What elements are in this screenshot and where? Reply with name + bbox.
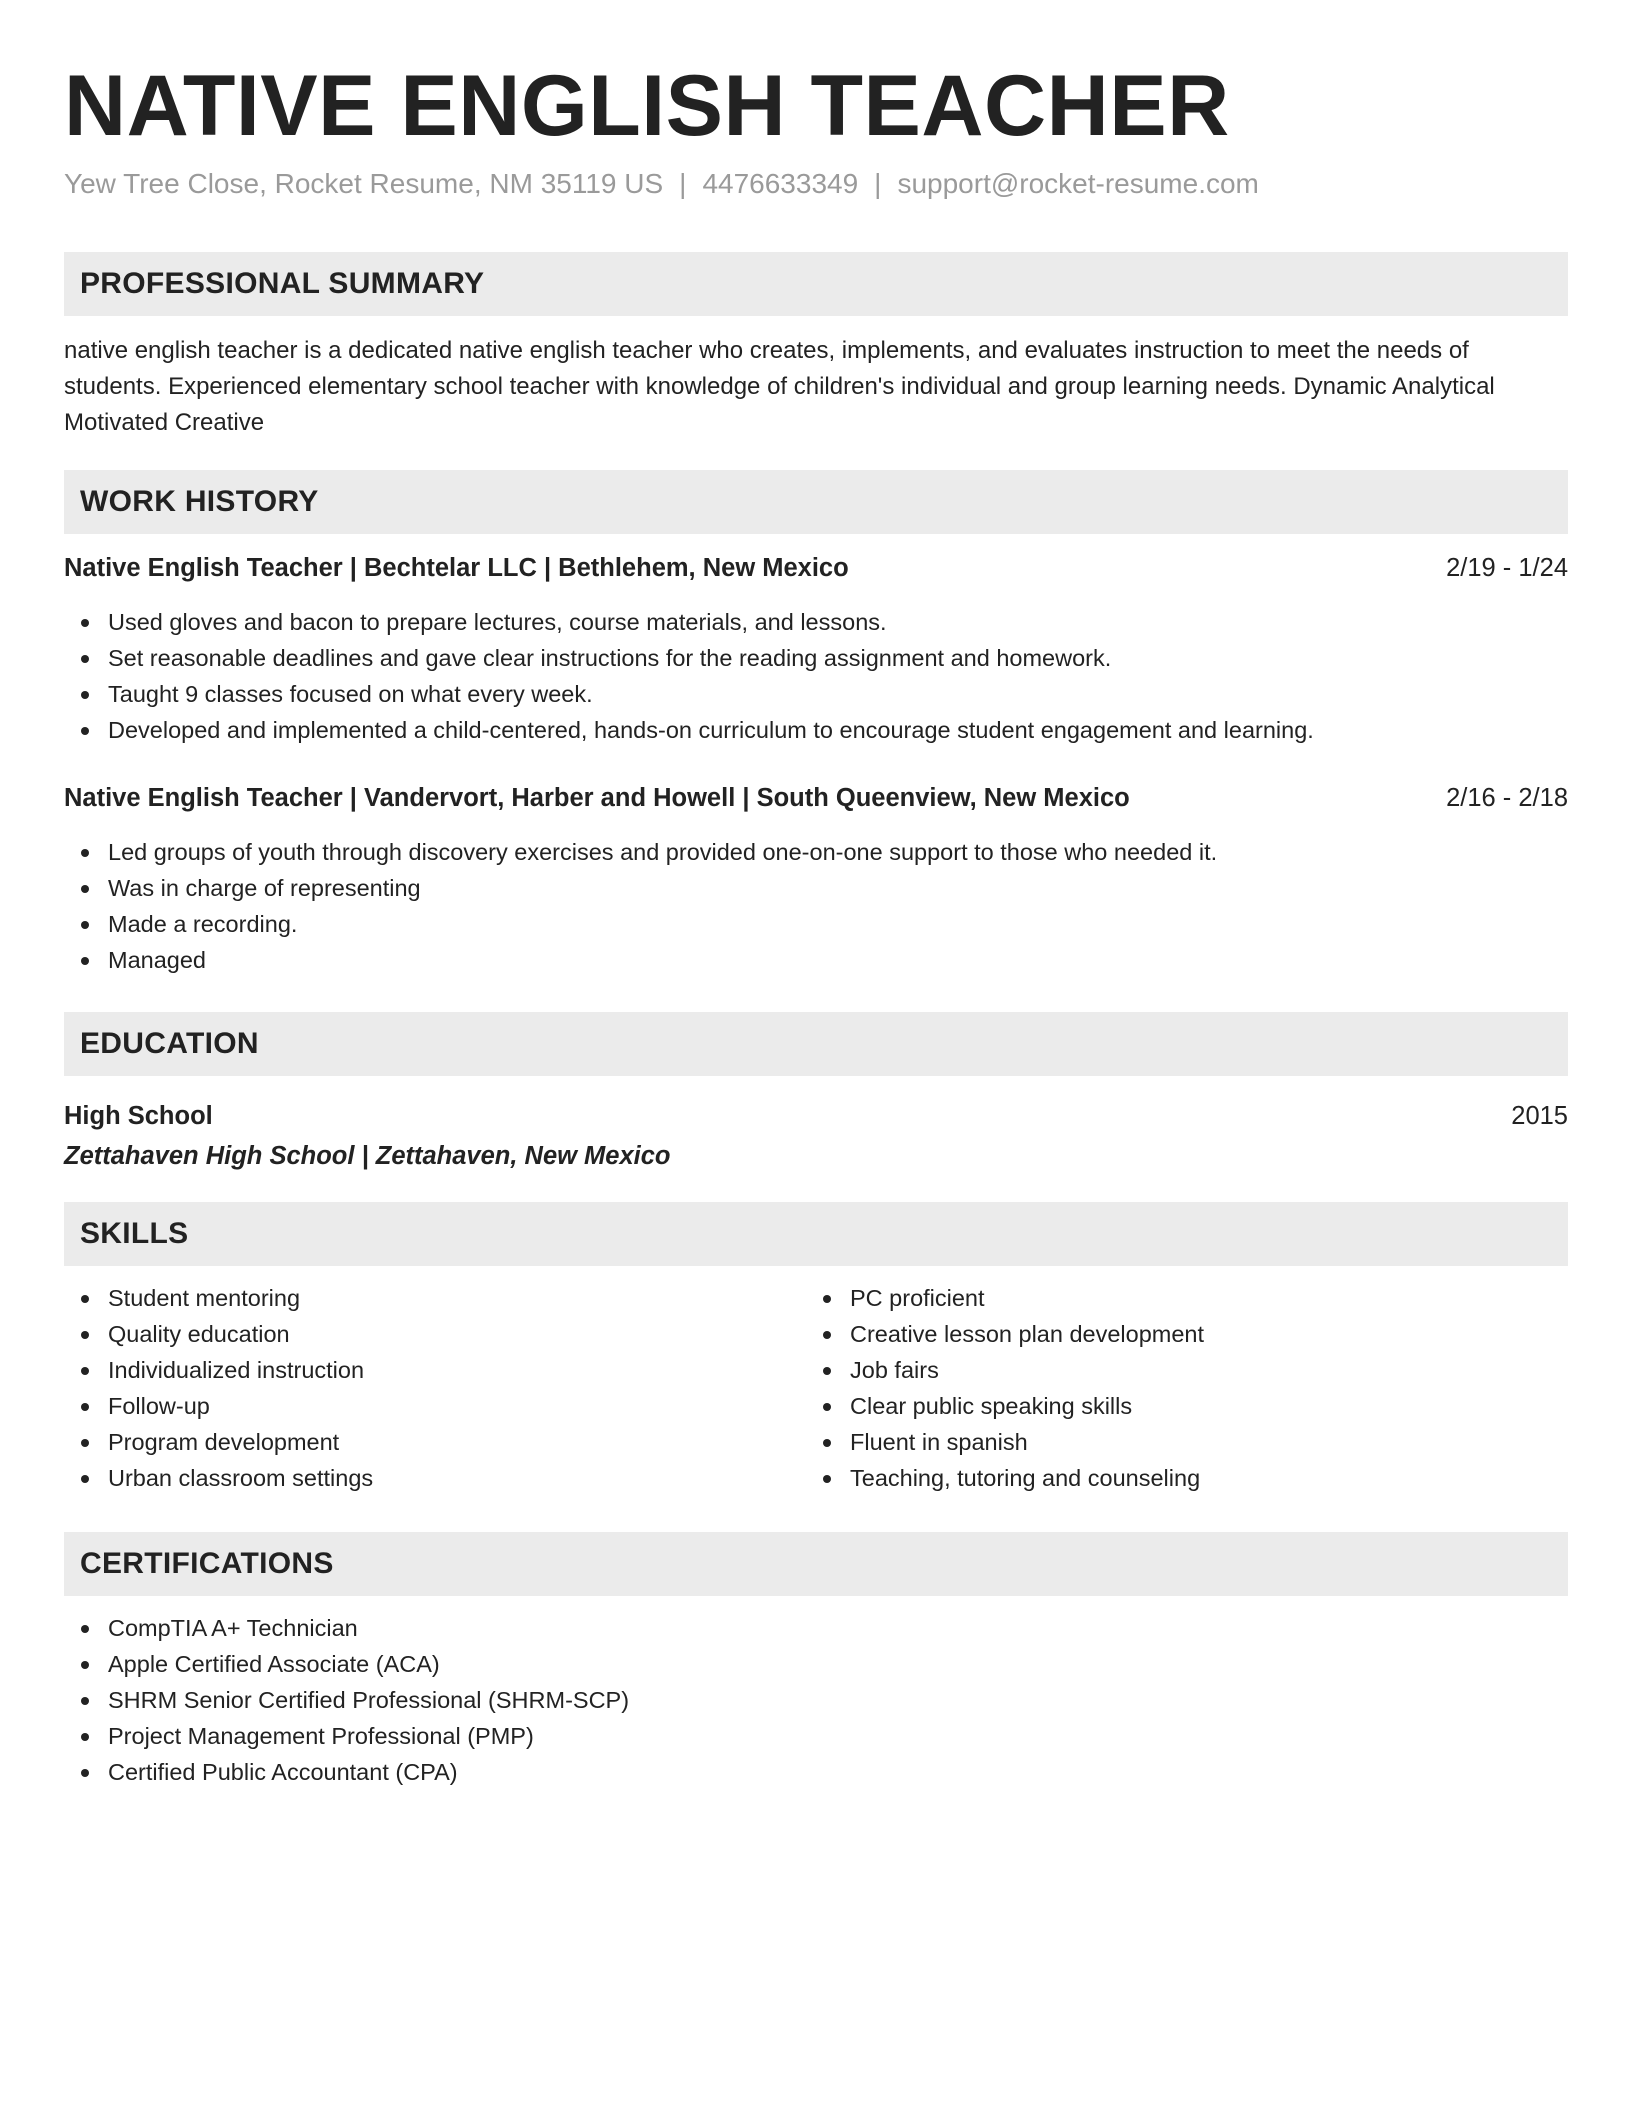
job-bullet: Taught 9 classes focused on what every week. <box>64 676 1314 712</box>
skills-list-right <box>806 1280 1204 1496</box>
resume-title: NATIVE ENGLISH TEACHER <box>64 58 1230 154</box>
contact-email: support@rocket-resume.com <box>897 168 1259 199</box>
skill-item: Teaching, tutoring and counseling <box>806 1460 1204 1496</box>
job-title: Native English Teacher | Vandervort, Harber and Howell | South Queenview, New Mexico <box>64 784 1130 812</box>
job-bullet: Used gloves and bacon to prepare lectures, course materials, and lessons. <box>64 604 1314 640</box>
skill-item: Program development <box>64 1424 373 1460</box>
job-bullet: Set reasonable deadlines and gave clear instructions for the reading assignment and homework. <box>64 640 1314 676</box>
skill-item: Follow-up <box>64 1388 373 1424</box>
certification-item: SHRM Senior Certified Professional (SHRM-SCP) <box>64 1682 629 1718</box>
summary-text: native english teacher is a dedicated native english teacher who creates, implements, and evaluates instruction to meet the needs of students. Experienced elementary school teacher with knowledge of children's individual and group learning needs. Dynamic Analytical Motivated Creative <box>64 337 1495 436</box>
certification-item: Certified Public Accountant (CPA) <box>64 1754 629 1790</box>
job-bullet-list <box>64 604 1314 748</box>
job-dates: 2/19 - 1/24 <box>1446 554 1568 582</box>
skills-list-left <box>64 1280 373 1496</box>
job-dates: 2/16 - 2/18 <box>1446 784 1568 812</box>
certifications-list <box>64 1610 629 1790</box>
skill-item: Quality education <box>64 1316 373 1352</box>
education-school: Zettahaven High School | Zettahaven, New Mexico <box>64 1142 671 1170</box>
job-bullet: Developed and implemented a child-centered, hands-on curriculum to encourage student engagement and learning. <box>64 712 1314 748</box>
job-bullet: Made a recording. <box>64 906 1217 942</box>
contact-separator: | <box>679 168 687 199</box>
education-year: 2015 <box>1511 1102 1568 1130</box>
certification-item: Apple Certified Associate (ACA) <box>64 1646 629 1682</box>
contact-separator: | <box>874 168 882 199</box>
section-heading-skills: SKILLS <box>64 1202 1568 1266</box>
section-heading-work-history: WORK HISTORY <box>64 470 1568 534</box>
contact-phone: 4476633349 <box>702 168 859 199</box>
certification-item: Project Management Professional (PMP) <box>64 1718 629 1754</box>
section-heading-certifications: CERTIFICATIONS <box>64 1532 1568 1596</box>
job-bullet: Led groups of youth through discovery exercises and provided one-on-one support to those who needed it. <box>64 834 1217 870</box>
job-header <box>64 780 1568 816</box>
job-title: Native English Teacher | Bechtelar LLC | Bethlehem, New Mexico <box>64 554 849 582</box>
skill-item: Fluent in spanish <box>806 1424 1204 1460</box>
section-heading-education: EDUCATION <box>64 1012 1568 1076</box>
job-bullet-list <box>64 834 1217 978</box>
skill-item: PC proficient <box>806 1280 1204 1316</box>
contact-address: Yew Tree Close, Rocket Resume, NM 35119 US <box>64 168 664 199</box>
skill-item: Student mentoring <box>64 1280 373 1316</box>
skill-item: Job fairs <box>806 1352 1204 1388</box>
education-degree: High School <box>64 1102 213 1130</box>
skill-item: Urban classroom settings <box>64 1460 373 1496</box>
certification-item: CompTIA A+ Technician <box>64 1610 629 1646</box>
contact-line <box>64 166 1259 202</box>
skill-item: Individualized instruction <box>64 1352 373 1388</box>
skill-item: Creative lesson plan development <box>806 1316 1204 1352</box>
job-bullet: Managed <box>64 942 1217 978</box>
job-header <box>64 550 1568 586</box>
skill-item: Clear public speaking skills <box>806 1388 1204 1424</box>
section-heading-summary: PROFESSIONAL SUMMARY <box>64 252 1568 316</box>
job-bullet: Was in charge of representing <box>64 870 1217 906</box>
